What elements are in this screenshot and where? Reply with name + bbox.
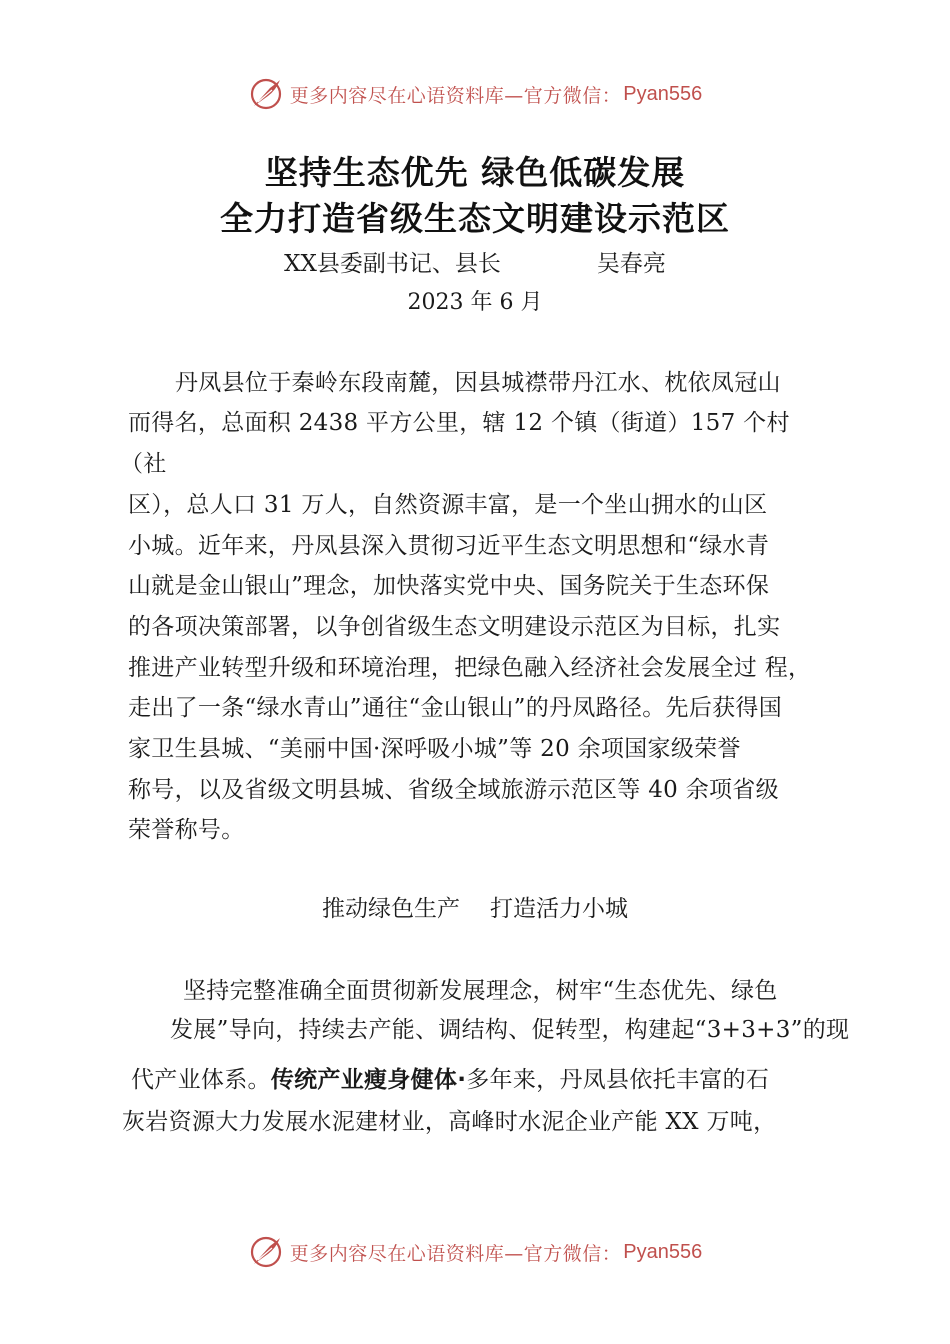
paragraph-line: 山就是金山银山”理念，加快落实党中央、国务院关于生态环保 [128,573,770,599]
paragraph-line: 而得名，总面积 2438 平方公里，辖 12 个镇（街道）157 个村 [128,410,790,436]
paragraph-line: 荣誉称号。 [128,817,245,843]
watermark-text: 更多内容尽在心语资料库—官方微信： [289,84,622,107]
section-heading [0,893,950,925]
byline [0,248,950,280]
section-heading-part-2: 打造活力小城 [490,896,628,922]
paragraph-line: 小城。近年来，丹凤县深入贯彻习近平生态文明思想和“绿水青 [128,533,770,559]
footer-watermark [0,1230,950,1274]
paragraph-line: 区），总人口 31 万人，自然资源丰富，是一个坐山拥水的山区 [128,492,768,518]
watermark-wechat-id: Pyan556 [623,1240,703,1263]
paragraph-line: 推进产业转型升级和环境治理，把绿色融入经济社会发展全过 程， [128,655,812,681]
paragraph-run: 代产业体系。 [131,1067,271,1093]
bold-subheading: 传统产业瘦身健体· [270,1067,467,1093]
header-watermark [0,72,950,116]
paragraph-line: 走出了一条“绿水青山”通往“金山银山”的丹凤路径。先后获得国 [128,695,783,721]
author-position: XX县委副书记、县长 [284,251,501,277]
feather-circle-icon [248,76,284,112]
paragraph-line: 丹凤县位于秦岭东段南麓，因县城襟带丹江水、枕依凤冠山 [175,370,781,396]
document-title-line-1: 坚持生态优先 绿色低碳发展 [264,153,686,192]
paragraph-line [131,1064,769,1096]
author-name: 吴春亮 [596,251,666,277]
watermark-wechat-id: Pyan556 [623,82,703,105]
paragraph-line: 坚持完整准确全面贯彻新发展理念，树牢“生态优先、绿色 [183,978,778,1004]
paragraph-line: 发展”导向，持续去产能、调结构、促转型，构建起“3+3+3”的现 [170,1017,850,1043]
document-date: 2023 年 6 月 [407,290,543,315]
paragraph-line: 的各项决策部署，以争创省级生态文明建设示范区为目标，扎实 [128,614,781,640]
paragraph-line: 灰岩资源大力发展水泥建材业，高峰时水泥企业产能 XX 万吨， [122,1109,777,1135]
paragraph-run: 多年来，丹凤县依托丰富的石 [466,1067,770,1093]
feather-circle-icon [248,1234,284,1270]
watermark-text: 更多内容尽在心语资料库—官方微信： [289,1242,622,1265]
section-heading-part-1: 推动绿色生产 [322,896,460,922]
paragraph-line: 称号，以及省级文明县城、省级全域旅游示范区等 40 余项省级 [128,777,779,803]
paragraph-line: （社 [120,451,167,477]
paragraph-line: 家卫生县城、“美丽中国·深呼吸小城”等 20 余项国家级荣誉 [128,736,741,762]
document-title-line-2: 全力打造省级生态文明建设示范区 [220,199,730,238]
